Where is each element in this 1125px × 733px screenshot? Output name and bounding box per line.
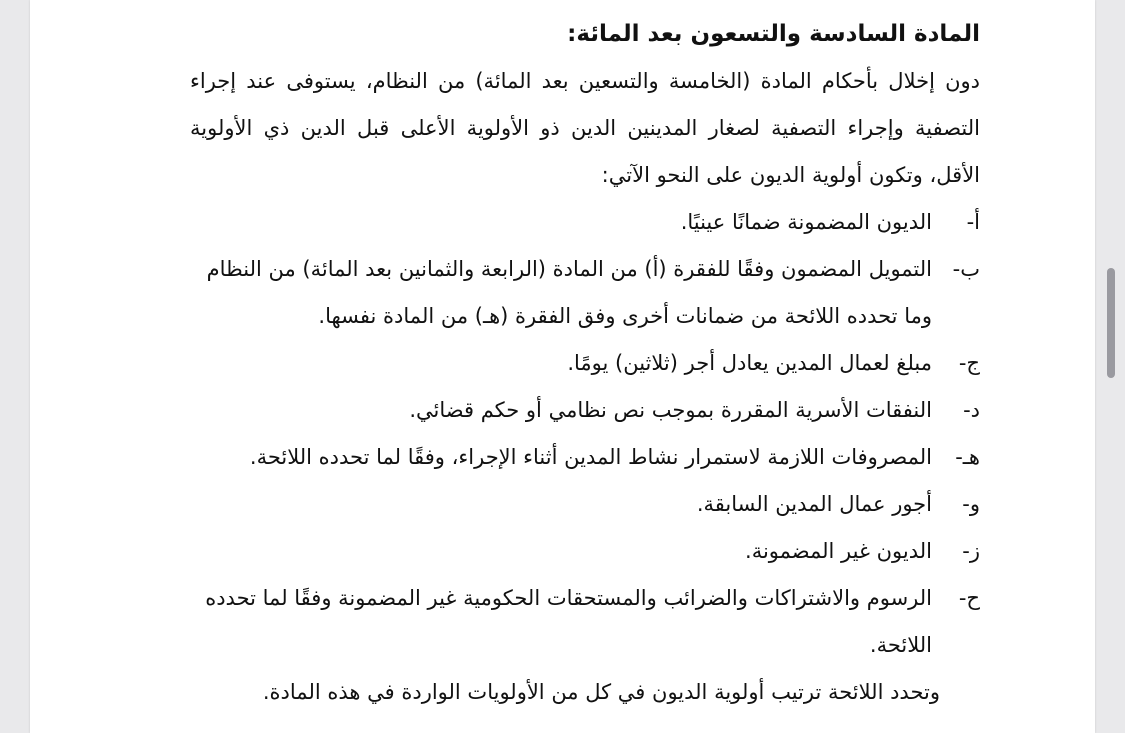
- vertical-scrollbar-thumb[interactable]: [1107, 268, 1115, 378]
- item-marker: و-: [962, 492, 980, 516]
- item-marker: د-: [963, 398, 980, 422]
- item-text: النفقات الأسرية المقررة بموجب نص نظامي أو حكم قضائي.: [409, 398, 932, 422]
- document-page: [30, 0, 1095, 733]
- item-text: المصروفات اللازمة لاستمرار نشاط المدين أثناء الإجراء، وفقًا لما تحدده اللائحة.: [249, 445, 932, 469]
- item-marker: ج-: [958, 351, 980, 375]
- item-marker: ب-: [952, 257, 980, 281]
- item-text: الرسوم والاشتراكات والضرائب والمستحقات الحكومية غير المضمونة وفقًا لما تحدده اللائحة.: [205, 586, 932, 657]
- item-text: التمويل المضمون وفقًا للفقرة (أ) من المادة (الرابعة والثمانين بعد المائة) من النظام وما تحدده اللائحة من ضمانات أخرى وفق الفقرة (هـ) من المادة نفسها.: [206, 257, 932, 328]
- list-item: [190, 387, 980, 434]
- item-marker: ز-: [962, 539, 980, 563]
- item-text: أجور عمال المدين السابقة.: [696, 492, 932, 516]
- list-item: [190, 246, 980, 340]
- intro-paragraph: دون إخلال بأحكام المادة (الخامسة والتسعين بعد المائة) من النظام، يستوفى عند إجراء التصفية وإجراء التصفية لصغار المدينين الدين ذو الأولوية الأعلى قبل الدين ذي الأولوية الأقل، وتكون أولوية الديون على النحو الآتي:: [190, 69, 980, 187]
- item-marker: أ-: [966, 210, 980, 234]
- list-item: [190, 199, 980, 246]
- list-item: [190, 575, 980, 669]
- item-marker: هـ-: [955, 445, 980, 469]
- document-content: [190, 10, 980, 716]
- list-item: [190, 481, 980, 528]
- item-marker: ح-: [958, 586, 980, 610]
- item-text: الديون غير المضمونة.: [745, 539, 932, 563]
- item-text: مبلغ لعمال المدين يعادل أجر (ثلاثين) يومًا.: [567, 351, 932, 375]
- closing-paragraph: وتحدد اللائحة ترتيب أولوية الديون في كل من الأولويات الواردة في هذه المادة.: [262, 680, 940, 704]
- article-title: المادة السادسة والتسعون بعد المائة:: [567, 21, 980, 47]
- list-item: [190, 340, 980, 387]
- list-item: [190, 528, 980, 575]
- item-text: الديون المضمونة ضمانًا عينيًا.: [680, 210, 932, 234]
- list-item: [190, 434, 980, 481]
